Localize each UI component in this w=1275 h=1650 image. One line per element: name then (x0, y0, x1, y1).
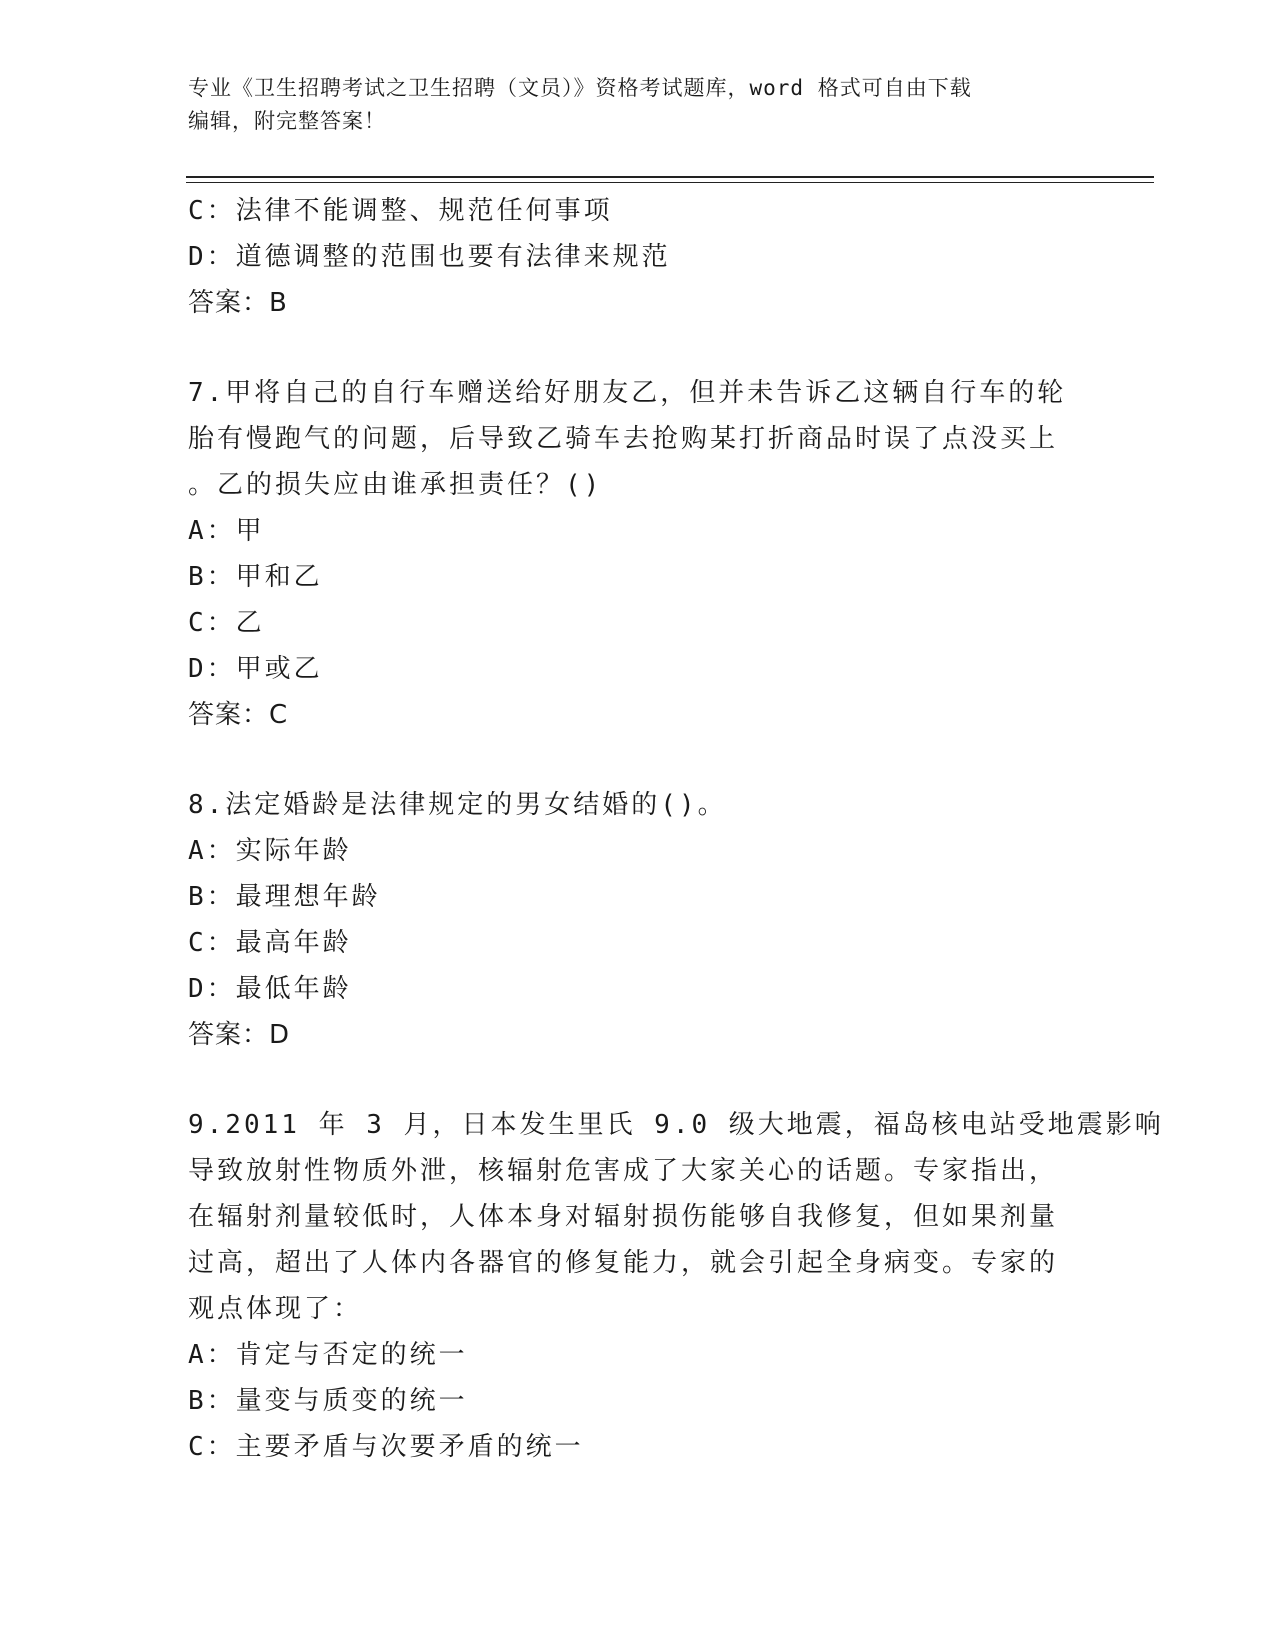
question-line: 。乙的损失应由谁承担责任？() (188, 470, 603, 500)
option-line: D：甲或乙 (188, 654, 323, 684)
question-block (188, 370, 1088, 738)
option-line: C：乙 (188, 608, 265, 638)
question-line: 观点体现了： (188, 1294, 363, 1324)
question-line: 胎有慢跑气的问题，后导致乙骑车去抢购某打折商品时误了点没买上 (188, 424, 1059, 454)
block-spacer (188, 738, 1088, 782)
option-line: C：法律不能调整、规范任何事项 (188, 196, 613, 226)
question-line: 8.法定婚龄是法律规定的男女结婚的()。 (188, 790, 727, 820)
question-list (188, 188, 1164, 1470)
question-line: 过高，超出了人体内各器官的修复能力，就会引起全身病变。专家的 (188, 1248, 1059, 1278)
block-spacer (188, 1058, 1088, 1102)
question-line: 在辐射剂量较低时，人体本身对辐射损伤能够自我修复，但如果剂量 (188, 1202, 1059, 1232)
option-line: B：量变与质变的统一 (188, 1386, 468, 1416)
answer-line: 答案：B (188, 288, 288, 318)
answer-line: 答案：D (188, 1020, 291, 1050)
option-line: D：最低年龄 (188, 974, 352, 1004)
option-line: D：道德调整的范围也要有法律来规范 (188, 242, 671, 272)
question-block (188, 188, 1088, 326)
question-block (188, 1102, 1164, 1470)
option-line: A：实际年龄 (188, 836, 352, 866)
option-line: B：甲和乙 (188, 562, 323, 592)
answer-line: 答案：C (188, 700, 289, 730)
question-block (188, 782, 1088, 1058)
option-line: C：最高年龄 (188, 928, 352, 958)
question-line: 9.2011 年 3 月，日本发生里氏 9.0 级大地震，福岛核电站受地震影响 (188, 1110, 1164, 1140)
header-divider-thick (186, 176, 1154, 178)
question-line: 7.甲将自己的自行车赠送给好朋友乙，但并未告诉乙这辆自行车的轮 (188, 378, 1067, 408)
option-line: A：肯定与否定的统一 (188, 1340, 468, 1370)
header-line-1: 专业《卫生招聘考试之卫生招聘（文员）》资格考试题库，word 格式可自由下载 (188, 76, 972, 100)
option-line: B：最理想年龄 (188, 882, 381, 912)
header-line-2: 编辑，附完整答案！ (188, 109, 386, 133)
header-divider-thin (186, 182, 1154, 183)
question-line: 导致放射性物质外泄，核辐射危害成了大家关心的话题。专家指出， (188, 1156, 1059, 1186)
block-spacer (188, 326, 1088, 370)
option-line: A：甲 (188, 516, 265, 546)
option-line: C：主要矛盾与次要矛盾的统一 (188, 1432, 584, 1462)
document-header (188, 72, 1088, 138)
